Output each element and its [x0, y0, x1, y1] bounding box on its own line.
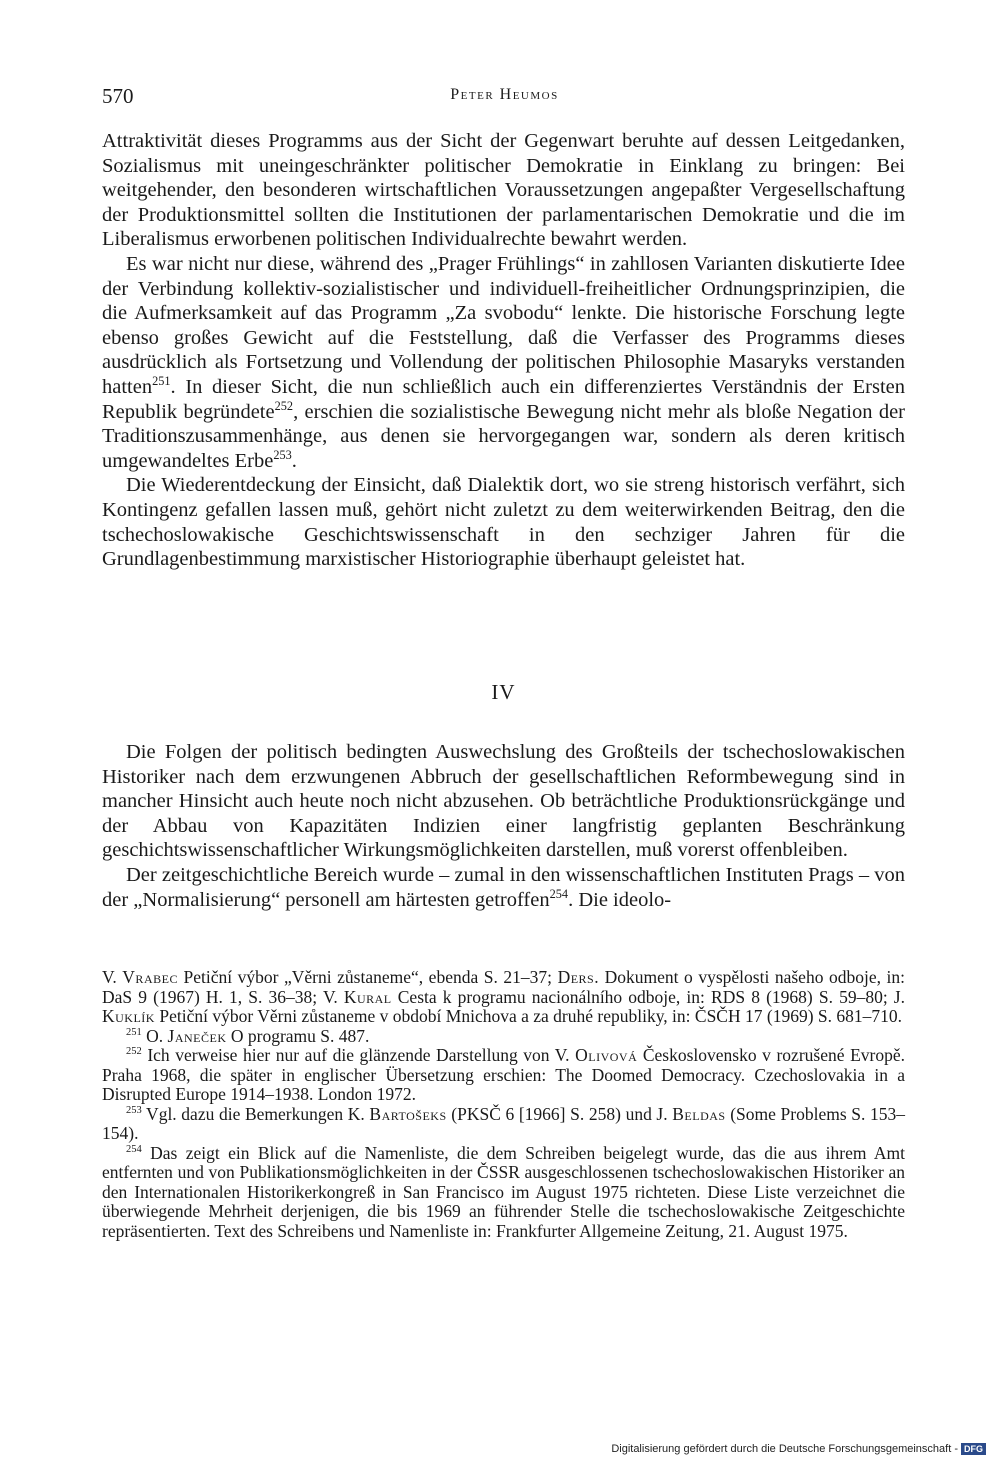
footnote-text: O.: [141, 1025, 168, 1046]
paragraph-text: , erschien die sozialistische Bewegung nicht mehr als bloße Negation der Traditionszusammenhänge, aus denen sie hervorgegangen war, sondern als deren kritisch umgewandeltes Erbe: [102, 400, 905, 472]
section-heading: IV: [491, 680, 516, 704]
footnote-text: Ich verweise hier nur auf die glänzende Darstellung von V.: [141, 1045, 576, 1065]
page-header: [102, 84, 907, 114]
footnote-text: Das zeigt ein Blick auf die Namenliste, die dem Schreiben beigelegt wurde, das die aus ihrem Amt entfernten und von Publikationsmöglichkeiten in der ČSSR ausgeschlossenen tschechoslowakischen Historiker an den Internationalen Historikerkongreß in San Francisco im August 1975 richteten. Diese Liste verzeichnet die überwiegende Mehrheit derjenigen, die bis 1969 an führender Stelle die tschechoslowakische Zeitgeschichte repräsentierten. Text des Schreibens und Namenliste in: Frankfurter Allgemeine Zeitung, 21. August 1975.: [102, 1142, 905, 1241]
footnote-number: 253: [126, 1104, 142, 1116]
footnote-ref-252[interactable]: 252: [274, 398, 294, 413]
footnote-text: Cesta k programu nacionálního odboje, in: RDS 8 (1968) S. 59–80; J.: [391, 986, 905, 1007]
footnote-text: Československo v rozrušené Evropě. Praha 1968, die später in englischer Übersetzung erschien: The Doomed Democracy. Czechoslovakia in a Disrupted Europe 1914–1938. London 1972.: [102, 1045, 905, 1104]
page-number: 570: [102, 84, 134, 108]
footnote-252: [102, 1046, 905, 1105]
footnote-text: V.: [102, 967, 123, 987]
author-name: Kural: [343, 986, 392, 1007]
paragraph-text: Der zeitgeschichtliche Bereich wurde – zumal in den wissenschaftlichen Instituten Prags – von der „Normalisierung“ personell am härtesten getroffen: [102, 863, 905, 911]
footnote-continuation: [102, 968, 905, 1027]
footnote-number: 252: [126, 1046, 142, 1058]
author-name: Vrabec: [122, 967, 178, 987]
footnote-text: Dokument o vyspělosti našeho odboje, in: DaS 9 (1967) H. 1, S. 36–38; V.: [102, 967, 905, 1007]
paragraph: Attraktivität dieses Programms aus der Sicht der Gegenwart beruhte auf dessen Leitgedanken, Sozialismus mit uneingeschränkter politischer Demokratie in Einklang zu bringen: Bei weitgehender, den besonderen wirtschaftlichen Voraussetzungen angepaßter Vergesellschaftung der Produktionsmittel sollten die Institutionen der parlamentarischen Demokratie und die im Liberalismus erworbenen politischen Individualrechte bewahrt werden.: [102, 130, 905, 251]
footer-text: Digitalisierung gefördert durch die Deutsche Forschungsgemeinschaft -: [611, 1443, 958, 1455]
footnotes: [102, 968, 905, 1241]
author-name: Ders.: [557, 967, 600, 987]
footnote-ref-253[interactable]: 253: [273, 447, 292, 462]
footnote-text: (Some Problems S. 153–154).: [102, 1103, 905, 1143]
author-name: Bartošeks: [369, 1103, 447, 1124]
digitization-footer: [611, 1443, 986, 1455]
footnote-text: Petiční výbor Věrni zůstaneme v období Mnichova a za druhé republiky, in: ČSČH 17 (1969) S. 681–710.: [154, 1006, 903, 1026]
body-section-2: [102, 740, 905, 912]
dfg-logo-icon: DFG: [961, 1443, 986, 1455]
paragraph-text: . Die ideolo-: [568, 888, 672, 911]
footnote-text: Vgl. dazu die Bemerkungen K.: [141, 1103, 370, 1124]
paragraph: Die Wiederentdeckung der Einsicht, daß Dialektik dort, wo sie streng historisch verfährt, sich Kontingenz gefallen lassen muß, gehört nicht zuletzt zu dem weiterwirkenden Beitrag, den die tschechoslowakische Geschichtswissenschaft in den sechziger Jahren für die Grundlagenbestimmung marxistischer Historiographie überhaupt geleistet hat.: [102, 474, 905, 571]
footnote-number: 251: [126, 1026, 142, 1038]
footnote-text: (PKSČ 6 [1966] S. 258) und J.: [446, 1103, 673, 1124]
footnote-253: [102, 1105, 905, 1144]
running-head: Peter Heumos: [450, 86, 559, 103]
paragraph-text: .: [291, 449, 297, 472]
footnote-ref-254[interactable]: 254: [549, 886, 569, 901]
footnote-ref-251[interactable]: 251: [152, 374, 171, 389]
author-name: Janeček: [167, 1025, 227, 1046]
author-name: Kuklík: [102, 1006, 155, 1026]
body-section-1: [102, 129, 905, 572]
paragraph: [102, 252, 905, 473]
paragraph: [102, 863, 905, 912]
footnote-text: O programu S. 487.: [226, 1025, 370, 1046]
footnote-number: 254: [126, 1143, 142, 1155]
footnote-text: Petiční výbor „Věrni zůstaneme“, ebenda S. 21–37;: [177, 967, 558, 987]
footnote-254: [102, 1144, 905, 1242]
paragraph-text: Es war nicht nur diese, während des „Prager Frühlings“ in zahllosen Varianten diskutierte Idee der Verbindung kollektiv-sozialistischer und individuell-freiheitlicher Ordnungsprinzipien, die die Aufmerksamkeit auf das Programm „Za svobodu“ lenkte. Die historische Forschung legte ebenso großes Gewicht auf die Feststellung, daß die Verfasser des Programms dieses ausdrücklich als Fortsetzung und Vollendung der politischen Philosophie Masaryks verstanden hatten: [102, 252, 905, 398]
footnote-251: [102, 1027, 905, 1047]
paragraph-text: . In dieser Sicht, die nun schließlich auch ein differenziertes Verständnis der Ersten Republik begründete: [102, 375, 905, 423]
paragraph: Die Folgen der politisch bedingten Auswechslung des Großteils der tschechoslowakischen Historiker nach dem erzwungenen Abbruch der gesellschaftlichen Reformbewegung sind in mancher Hinsicht auch heute noch nicht abzusehen. Ob beträchtliche Produktionsrückgänge und der Abbau von Kapazitäten Indizien einer langfristig geplanten Beschränkung geschichtswissenschaftlicher Wirkungsmöglichkeiten darstellen, muß vorerst offenbleiben.: [102, 741, 905, 862]
author-name: Beldas: [672, 1103, 726, 1124]
author-name: Olivová: [575, 1045, 638, 1065]
